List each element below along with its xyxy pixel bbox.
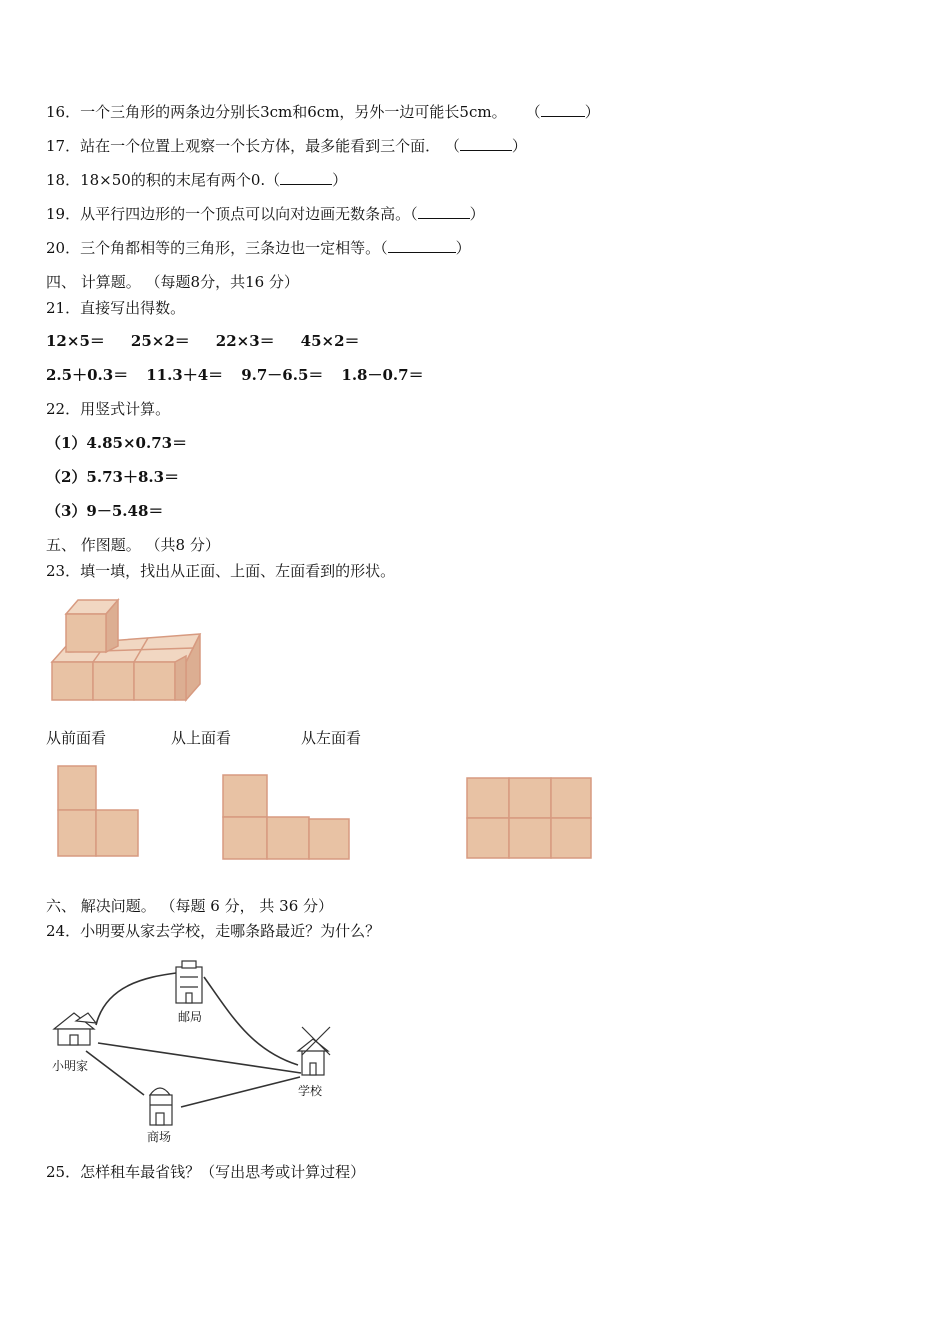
- map-label-post: 邮局: [178, 1010, 203, 1024]
- answer-blank[interactable]: [541, 102, 585, 117]
- route-map: [46, 955, 366, 1150]
- route-home-school: [98, 1043, 301, 1073]
- section-5-title: 五、 作图题。 （共8 分）: [46, 536, 220, 554]
- question-21: 21．直接写出得数。: [46, 299, 186, 317]
- post-office-icon: [176, 961, 202, 1003]
- front-view-shape: [56, 764, 142, 860]
- map-label-school: 学校: [298, 1084, 323, 1098]
- route-home-mall: [86, 1051, 144, 1095]
- school-icon: [298, 1027, 330, 1075]
- route-home-post: [96, 973, 176, 1025]
- calc-row-2: 2.5＋0.3＝ 11.3＋4＝ 9.7－6.5＝ 1.8－0.7＝: [46, 366, 424, 384]
- q22-item-2: （2）5.73＋8.3＝: [46, 468, 180, 486]
- answer-blank[interactable]: [280, 170, 332, 185]
- q22-item-1: （1）4.85×0.73＝: [46, 434, 188, 452]
- mall-icon: [150, 1088, 172, 1125]
- question-23: 23．填一填，找出从正面、上面、左面看到的形状。: [46, 562, 396, 580]
- question-16: 16．一个三角形的两条边分别长3cm和6cm，另外一边可能长5cm。 （ ）: [46, 103, 600, 121]
- question-20: 20．三个角都相等的三角形，三条边也一定相等。（ ）: [46, 239, 471, 257]
- answer-blank[interactable]: [388, 238, 456, 253]
- house-icon: [54, 1013, 96, 1045]
- question-25: 25．怎样租车最省钱？（写出思考或计算过程）: [46, 1163, 366, 1181]
- answer-blank[interactable]: [418, 204, 470, 219]
- calc-row-1: 12×5＝ 25×2＝ 22×3＝ 45×2＝: [46, 332, 360, 350]
- view-label-left: 从左面看: [301, 729, 362, 747]
- question-17: 17．站在一个位置上观察一个长方体，最多能看到三个面． （ ）: [46, 137, 527, 155]
- question-18: 18．18×50的积的末尾有两个0.（ ）: [46, 171, 348, 189]
- question-24: 24．小明要从家去学校，走哪条路最近？为什么？: [46, 922, 381, 940]
- left-view-shape: [465, 776, 595, 862]
- top-view-shape: [221, 773, 353, 863]
- map-label-mall: 商场: [147, 1130, 172, 1144]
- question-22: 22．用竖式计算。: [46, 400, 171, 418]
- view-label-front: 从前面看: [46, 729, 107, 747]
- map-label-home: 小明家: [52, 1059, 89, 1073]
- section-6-title: 六、 解决问题。 （每题 6 分， 共 36 分）: [46, 897, 334, 915]
- answer-blank[interactable]: [460, 136, 512, 151]
- q22-item-3: （3）9－5.48＝: [46, 502, 164, 520]
- cube-stack-figure: [48, 594, 208, 708]
- route-post-school: [204, 977, 298, 1065]
- question-19: 19．从平行四边形的一个顶点可以向对边画无数条高。（ ）: [46, 205, 485, 223]
- view-label-top: 从上面看: [171, 729, 232, 747]
- section-4-title: 四、 计算题。 （每题8分，共16 分）: [46, 273, 299, 291]
- route-mall-school: [181, 1077, 300, 1107]
